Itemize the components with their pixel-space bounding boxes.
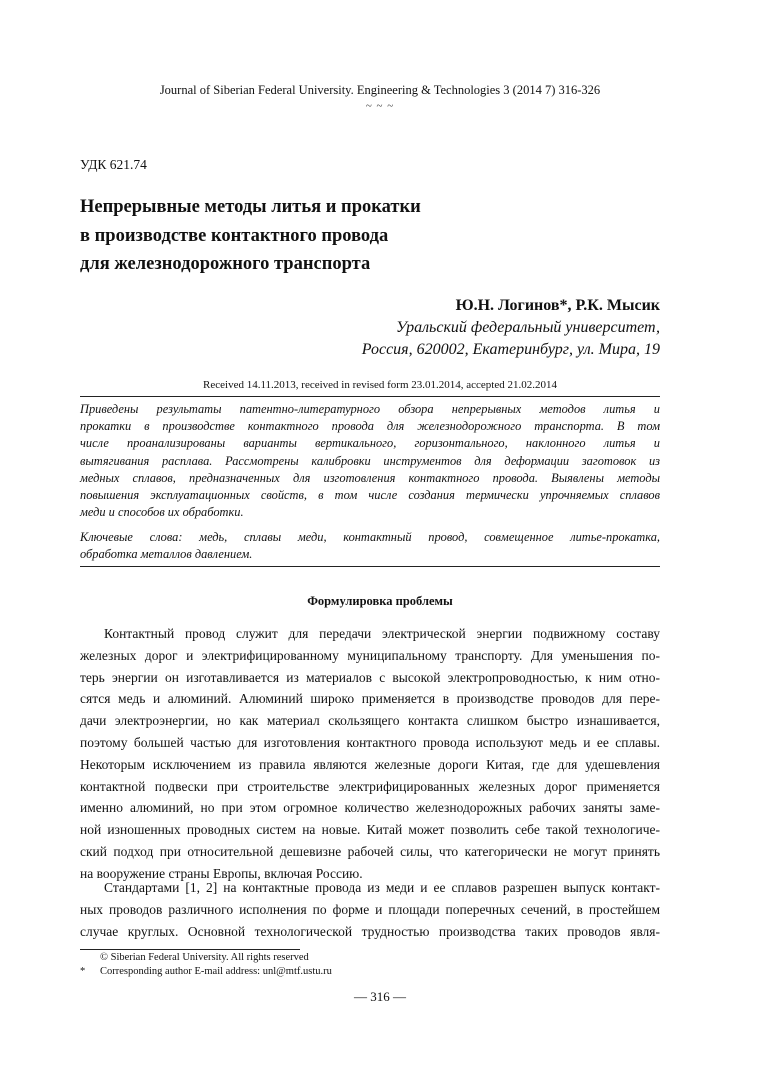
body-line: ский подход при относительной дешевизне рабочей силы, что категорически не могут принять	[80, 843, 660, 859]
header-ornament: ~ ~ ~	[365, 100, 395, 112]
abstract-line: вытягивания расплава. Рассмотрены калибровки инструментов для деформации заготовок из	[80, 453, 660, 468]
abstract-line: числе проанализированы варианты вертикального, горизонтального, наклонного литья и	[80, 436, 660, 451]
body-line: Некоторым исключением из правила являются железные дороги Китая, где для удешевления	[80, 756, 660, 772]
body-line: ных проводов различного исполнения по форме и площади поперечных сечений, в простейшем	[80, 901, 660, 917]
abstract-line: меди и способов их обработки.	[80, 505, 244, 520]
keywords-line: обработка металлов давлением.	[80, 547, 253, 562]
affiliation-line: Россия, 620002, Екатеринбург, ул. Мира, 19	[361, 341, 660, 358]
corresponding-author-text: Corresponding author E-mail address: unl@mtf.ustu.ru	[100, 966, 332, 977]
authors: Ю.Н. Логинов*, Р.К. Мысик	[455, 297, 660, 314]
section-title: Формулировка проблемы	[307, 594, 453, 608]
body-line: ной изношенных проводных систем на новые. Китай может позволить себе такой технологиче-	[80, 822, 660, 838]
body-line: дачи электроэнергии, но как материал скользящего контакта слишком быстро изнашивается,	[80, 713, 660, 729]
title-line: в производстве контактного провода	[80, 225, 389, 246]
body-line: случае круглых. Основной технологической трудностью производства таких проводов явля-	[80, 923, 660, 939]
footnote-star: *	[80, 966, 86, 977]
body-line: поэтому большей частью для изготовления контактного провода используют медь и ее сплавы.	[80, 734, 660, 750]
abstract-line: повышения эксплуатационных свойств, в том числе создания термически упрочняемых сплавов	[80, 488, 660, 503]
copyright-text: © Siberian Federal University. All rights reserved	[100, 952, 309, 963]
body-line: контактной подвески при строительстве электрифицированных железных дорог применяется	[80, 778, 660, 794]
footnote-corresponding	[80, 965, 332, 979]
affiliation-line: Уральский федеральный университет,	[395, 319, 660, 336]
body-line: железных дорог и электрифицированному муниципальному транспорту. Для уменьшения по-	[80, 647, 660, 663]
footnote-copyright	[80, 951, 332, 965]
body-line: Контактный провод служит для передачи электрической энергии подвижному составу	[104, 626, 660, 641]
paragraph-1	[80, 623, 660, 885]
abstract-top-rule	[80, 396, 660, 397]
journal-header: Journal of Siberian Federal University. Engineering & Technologies 3 (2014 7) 316-326	[159, 83, 601, 97]
body-line: сятся медь и алюминий. Алюминий широко применяется в производстве проводов для пере-	[80, 691, 660, 707]
title-line: для железнодорожного транспорта	[80, 254, 371, 274]
body-line: на вооружение страны Европы, включая Россию.	[80, 865, 363, 881]
body-line: терь энергии он изготавливается из материалов с высокой электропроводностью, к ним отно-	[80, 669, 660, 685]
footnotes	[80, 951, 332, 979]
keywords	[80, 529, 660, 563]
abstract	[80, 401, 660, 521]
body-line: Стандартами [1, 2] на контактные провода из меди и ее сплавов разрешен выпуск контакт-	[104, 880, 660, 895]
article-title	[80, 193, 640, 279]
abstract-line: Приведены результаты патентно-литературного обзора непрерывных методов литья и	[80, 402, 660, 416]
title-line: Непрерывные методы литья и прокатки	[80, 197, 421, 217]
received-dates: Received 14.11.2013, received in revised form 23.01.2014, accepted 21.02.2014	[203, 379, 557, 391]
udk-code: УДК 621.74	[80, 157, 147, 172]
footnote-rule	[80, 949, 300, 950]
abstract-line: медных сплавов, предназначенных для изготовления контактного провода. Выявлены методы	[80, 470, 660, 485]
keywords-line: Ключевые слова: медь, сплавы меди, контактный провод, совмещенное литье-прокатка,	[80, 530, 660, 544]
paragraph-2	[80, 877, 660, 942]
abstract-line: прокатки в производстве контактного провода для железнодорожного транспорта. В том	[80, 419, 660, 434]
affiliation	[362, 317, 660, 361]
page-number: — 316 —	[354, 989, 406, 1004]
abstract-bottom-rule	[80, 566, 660, 567]
body-line: именно алюминий, но при этом огромное количество железнодорожных рабочих заняты заме-	[80, 800, 660, 816]
